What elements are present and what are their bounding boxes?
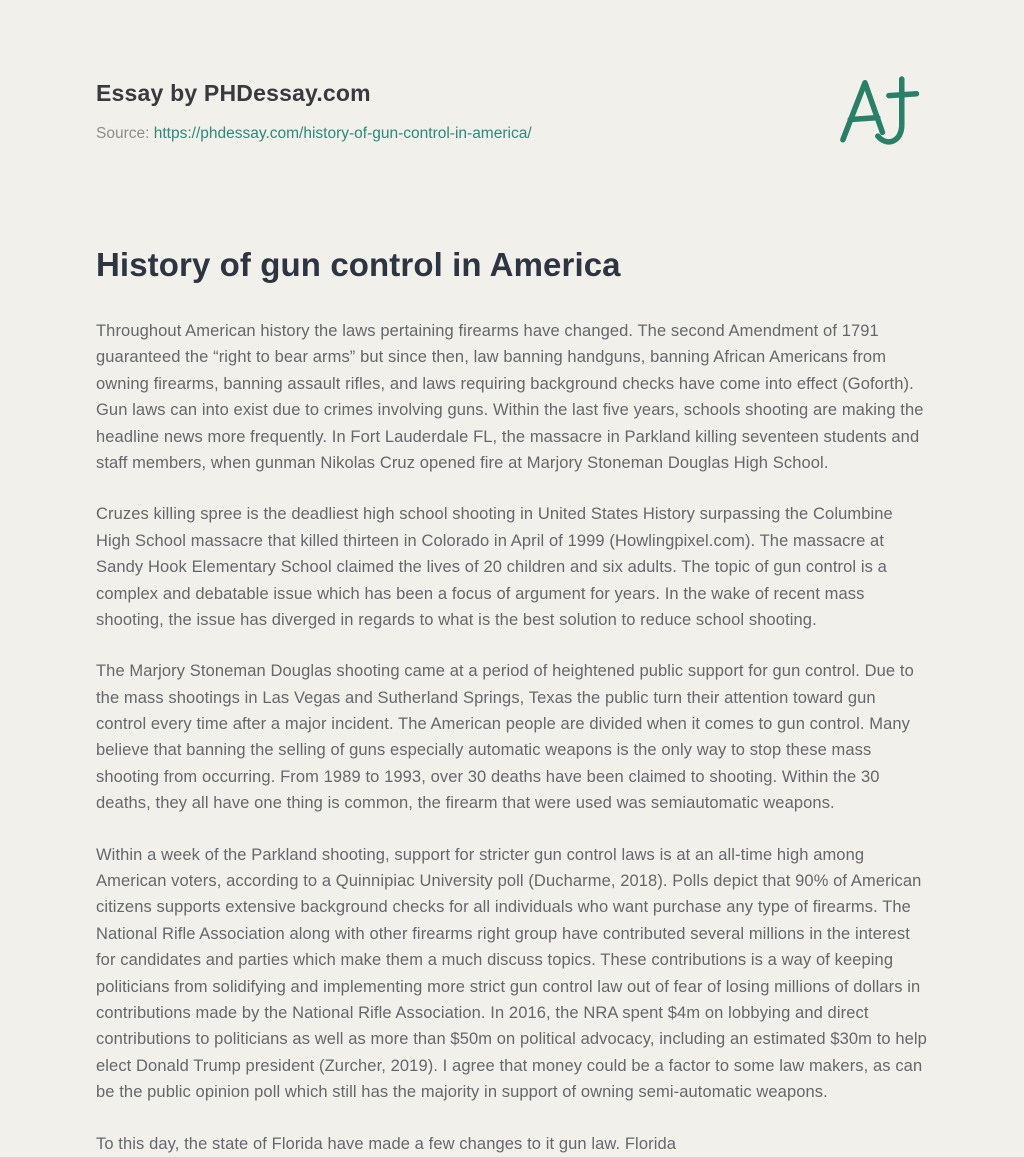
article-body: [96, 318, 928, 1157]
article-paragraph: Throughout American history the laws pertaining firearms have changed. The second Amendment of 1791 guaranteed the “right to bear arms” but since then, law banning handguns, banning African Americans from owning firearms, banning assault rifles, and laws requiring background checks have come into effect (Goforth). Gun laws can into exist due to crimes involving guns. Within the last five years, schools shooting are making the headline news more frequently. In Fort Lauderdale FL, the massacre in Parkland killing seventeen students and staff members, when gunman Nikolas Cruz opened fire at Marjory Stoneman Douglas High School.: [96, 322, 924, 472]
page-header: [96, 78, 928, 160]
article-paragraph: Within a week of the Parkland shooting, support for stricter gun control laws is at an all-time high among American voters, according to a Quinnipiac University poll (Ducharme, 2018). Polls depict that 90% of American citizens supports extensive background checks for all individuals who want purchase any type of firearms. The National Rifle Association along with other firearms right group have contributed several millions in the interest for candidates and parties which make them a much discuss topics. These contributions is a way of keeping politicians from solidifying and implementing more strict gun control law out of fear of losing millions of dollars in contributions made by the National Rifle Association. In 2016, the NRA spent $4m on lobbying and direct contributions to politicians as well as more than $50m on political advocacy, including an estimated $30m to help elect Donald Trump president (Zurcher, 2019). I agree that money could be a factor to some law makers, as can be the public opinion poll which still has the majority in support of owning semi-automatic weapons.: [96, 845, 927, 1102]
source-line: [96, 125, 532, 143]
site-title: Essay by PHDessay.com: [96, 80, 371, 106]
header-text-block: [96, 78, 532, 143]
article-paragraph: The Marjory Stoneman Douglas shooting came at a period of heightened public support for gun control. Due to the mass shootings in Las Vegas and Sutherland Springs, Texas the public turn their attention toward gun control every time after a major incident. The American people are divided when it comes to gun control. Many believe that banning the selling of guns especially automatic weapons is the only way to stop these mass shooting from occurring. From 1989 to 1993, over 30 deaths have been claimed to shooting. Within the 30 deaths, they all have one thing is common, the firearm that were used was semiautomatic weapons.: [96, 662, 914, 813]
article-title: History of gun control in America: [96, 246, 621, 283]
article-paragraph: Cruzes killing spree is the deadliest high school shooting in United States History surpassing the Columbine High School massacre that killed thirteen in Colorado in April of 1999 (Howlingpixel.com). The massacre at Sandy Hook Elementary School claimed the lives of 20 children and six adults. The topic of gun control is a complex and debatable issue which has been a focus of argument for years. In the wake of recent mass shooting, the issue has diverged in regards to what is the best solution to reduce school shooting.: [96, 505, 893, 629]
phdessay-logo-icon: [830, 68, 922, 160]
article-paragraph: To this day, the state of Florida have made a few changes to it gun law. Florida: [96, 1134, 677, 1153]
source-url-link[interactable]: https://phdessay.com/history-of-gun-control-in-america/: [153, 125, 532, 142]
source-label: Source:: [96, 125, 150, 142]
